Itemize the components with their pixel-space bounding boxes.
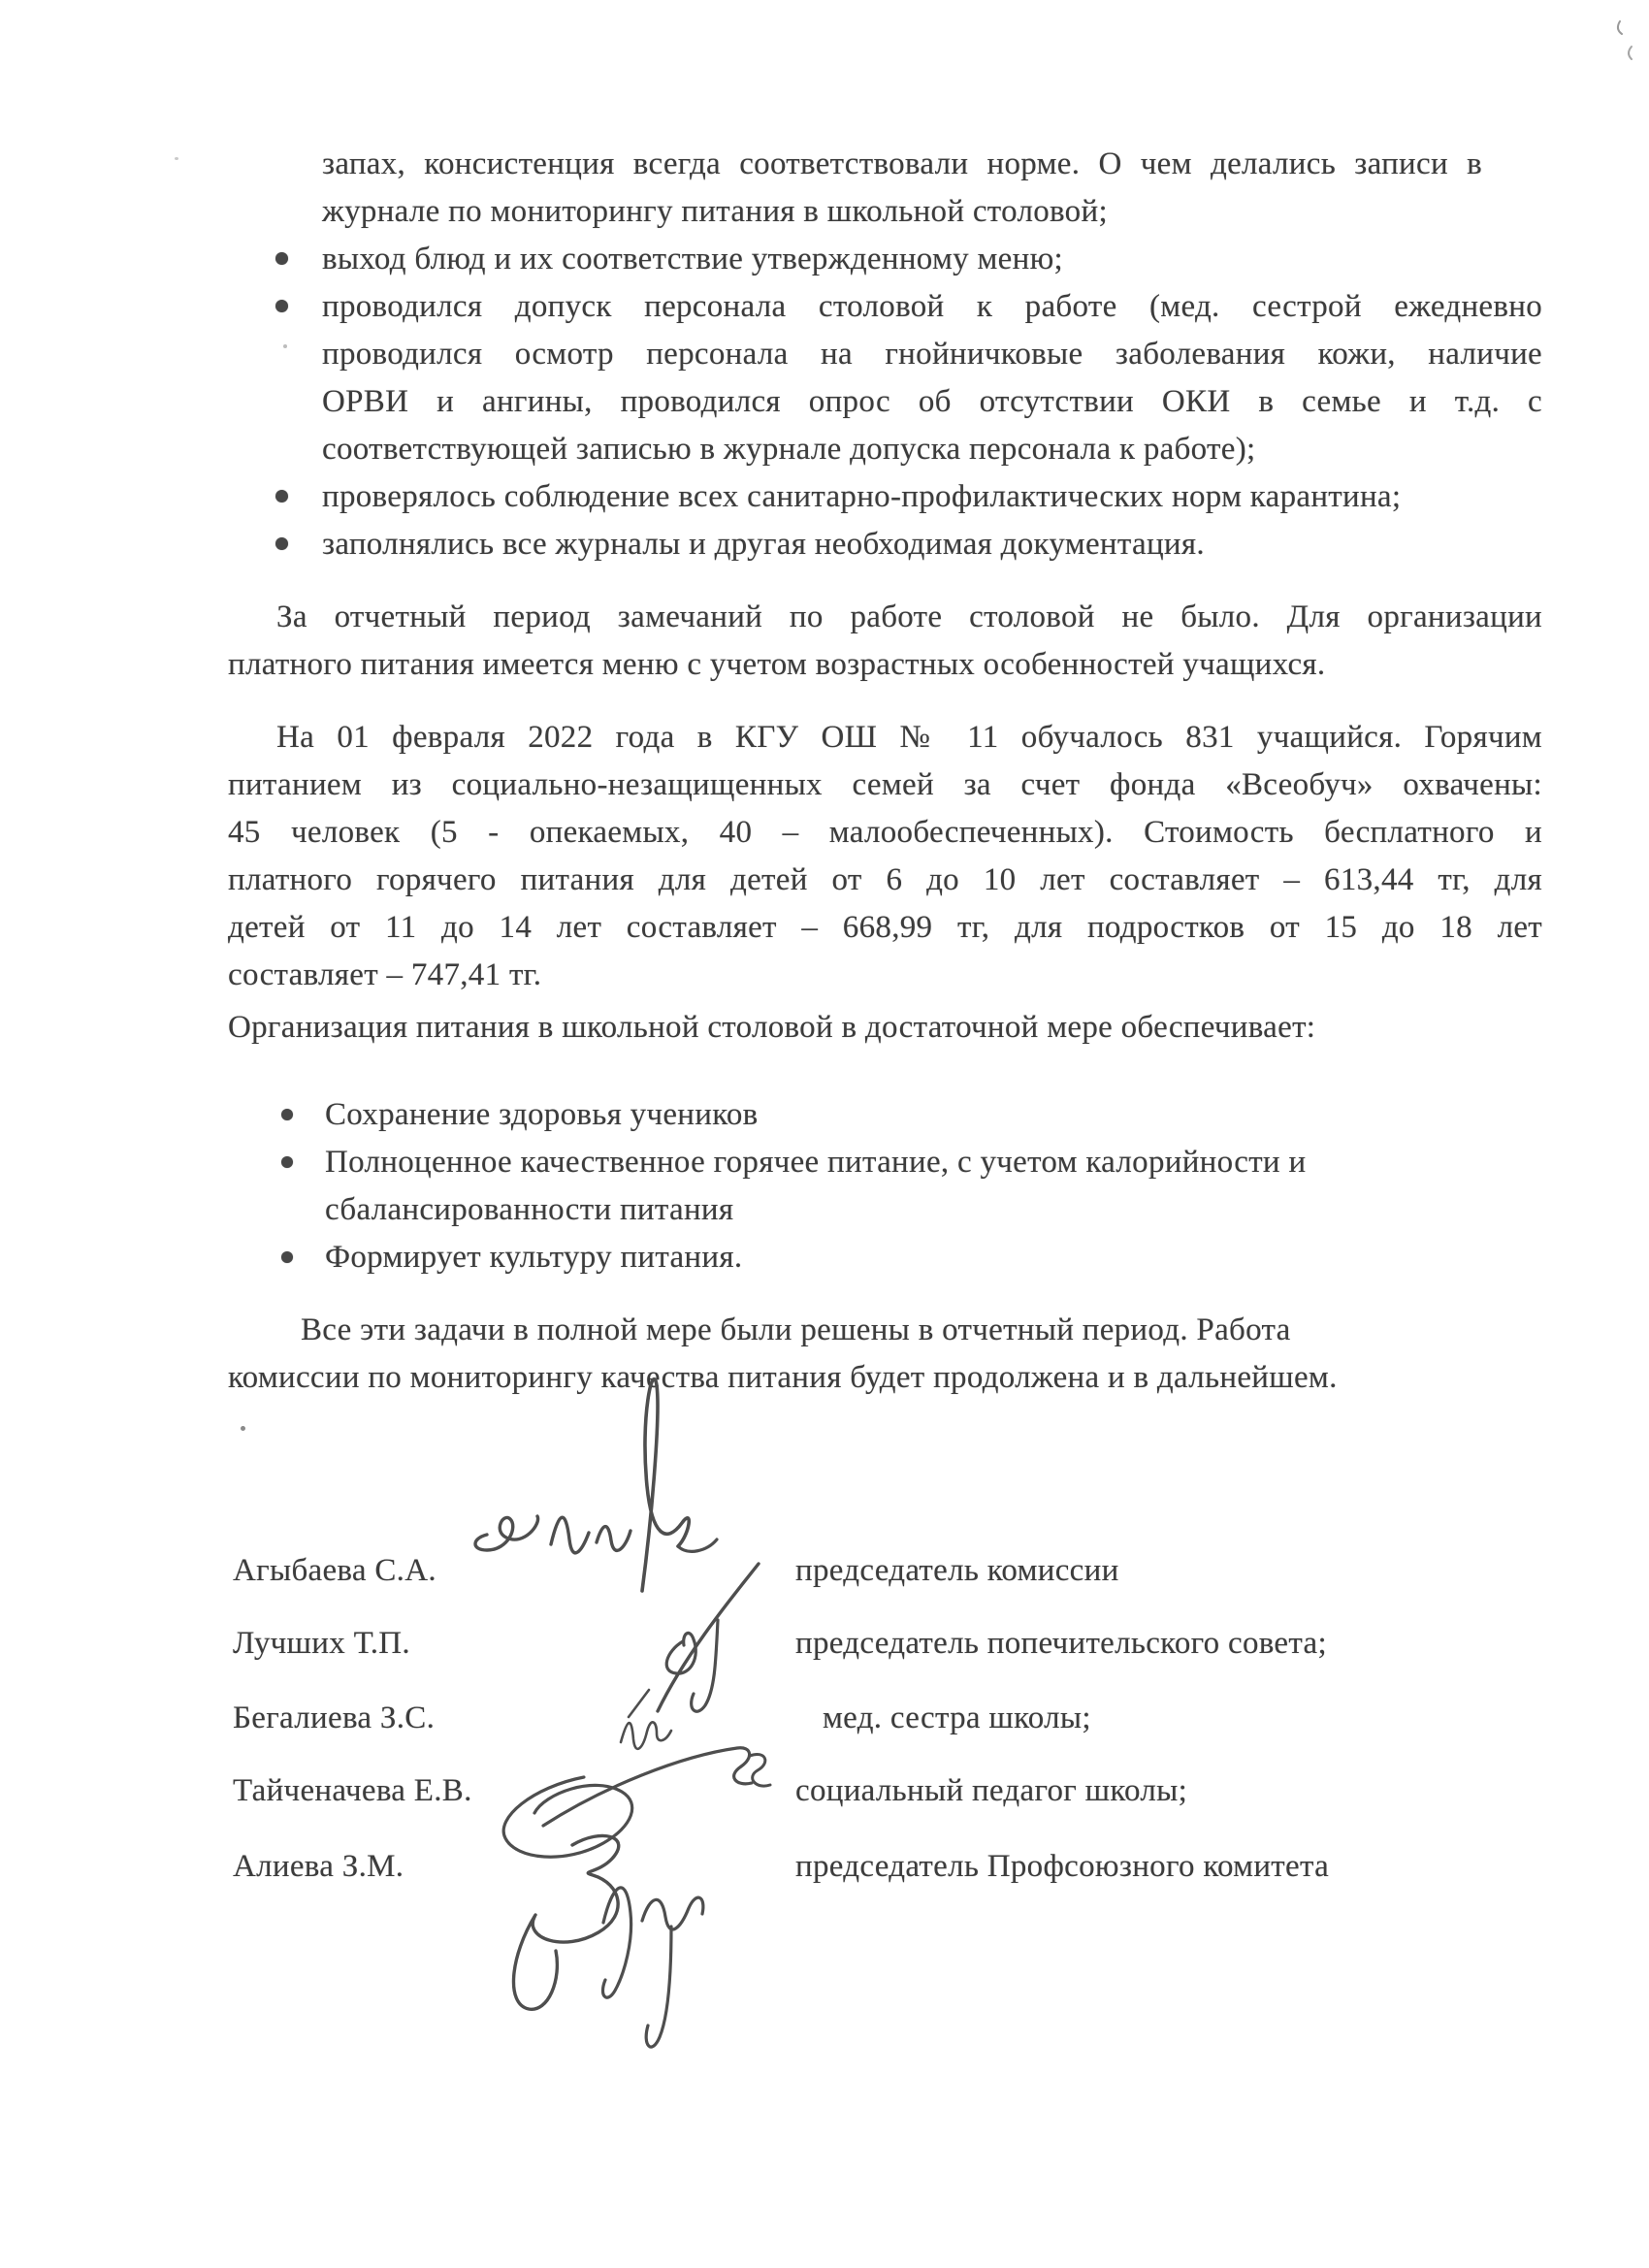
bullet-item: [325, 1234, 1542, 1281]
signature-row: [233, 1547, 1426, 1595]
paragraph-conclusion: [228, 1307, 1542, 1402]
signatory-name: Агыбаева С.А.: [233, 1553, 436, 1588]
text-line: Организация питания в школьной столовой в достаточной мере обеспечивает:: [228, 1010, 1316, 1045]
text-line: ОРВИ и ангины, проводился опрос об отсутствии ОКИ в семье и т.д. с: [322, 384, 1542, 419]
text-line: платного питания имеется меню с учетом возрастных особенностей учащихся.: [228, 647, 1326, 682]
bullet-item: [322, 521, 1542, 568]
text-line: детей от 11 до 14 лет составляет – 668,99 тг, для подростков от 15 до 18 лет: [228, 910, 1542, 945]
scan-speck: [175, 157, 178, 160]
signature-squiggle-alieva: [513, 1835, 702, 2047]
signatory-name: Алиева З.М.: [233, 1849, 404, 1884]
bullet-item: [322, 236, 1542, 283]
text-line: проводился осмотр персонала на гнойничковые заболевания кожи, наличие: [322, 337, 1542, 372]
signatory-role: председатель попечительского совета;: [795, 1626, 1327, 1661]
text-line: На 01 февраля 2022 года в КГУ ОШ № 11 обучалось 831 учащийся. Горячим: [276, 720, 1542, 755]
signature-row: [233, 1767, 1426, 1815]
bullet-item: [322, 473, 1542, 521]
scan-noise-marks: [1608, 16, 1649, 70]
signature-squiggle-agybaeva: [475, 1379, 717, 1591]
text-line: выход блюд и их соответствие утвержденному меню;: [322, 242, 1063, 276]
text-line: Полноценное качественное горячее питание, с учетом калорийности и: [325, 1145, 1307, 1180]
bullet-item: [325, 1091, 1542, 1139]
signature-row: [233, 1620, 1426, 1668]
text-line: журнале по мониторингу питания в школьной столовой;: [322, 194, 1108, 229]
text-line: проверялось соблюдение всех санитарно-профилактических норм карантина;: [322, 479, 1402, 514]
signature-row: [233, 1843, 1426, 1891]
text-line: 45 человек (5 - опекаемых, 40 – малообеспеченных). Стоимость бесплатного и: [228, 815, 1542, 850]
bullet-item: [325, 1139, 1542, 1234]
signatory-role: мед. сестра школы;: [823, 1701, 1091, 1735]
signatory-role: председатель комиссии: [795, 1553, 1119, 1588]
bullet-item: [322, 283, 1542, 473]
text-line: сбалансированности питания: [325, 1192, 734, 1227]
scan-speck: [283, 344, 287, 348]
signature-squiggle-luchshikh: [658, 1564, 759, 1711]
paragraph-intro-continuation: [322, 141, 1482, 236]
text-line: проводился допуск персонала столовой к работе (мед. сестрой ежедневно: [322, 289, 1542, 324]
text-line: комиссии по мониторингу качества питания будет продолжена и в дальнейшем.: [228, 1360, 1338, 1395]
text-line: Все эти задачи в полной мере были решены в отчетный период. Работа: [301, 1312, 1291, 1347]
bullet-list-monitoring: [322, 236, 1542, 568]
signatory-name: Тайченачева Е.В.: [233, 1773, 472, 1808]
signatory-role: председатель Профсоюзного комитета: [795, 1849, 1330, 1884]
scan-speck: [241, 1426, 245, 1431]
text-line: запах, консистенция всегда соответствовали норме. О чем делались записи в: [322, 146, 1482, 181]
signature-squiggle-taychenacheva: [503, 1748, 770, 1857]
paragraph-reporting-period: [228, 594, 1542, 689]
paragraph-organization-provides: [228, 1004, 1542, 1052]
text-line: составляет – 747,41 тг.: [228, 957, 542, 992]
signature-row: [233, 1695, 1426, 1742]
text-line: платного горячего питания для детей от 6 до 10 лет составляет – 613,44 тг, для: [228, 862, 1542, 897]
bullet-list-benefits: [325, 1091, 1542, 1281]
signatory-name: Бегалиева З.С.: [233, 1701, 436, 1735]
text-line: Сохранение здоровья учеников: [325, 1097, 759, 1132]
signatory-role: социальный педагог школы;: [795, 1773, 1188, 1808]
text-line: За отчетный период замечаний по работе столовой не было. Для организации: [276, 599, 1542, 634]
signatory-name: Лучших Т.П.: [233, 1626, 410, 1661]
handwritten-signatures: [427, 1300, 795, 2066]
text-line: Формирует культуру питания.: [325, 1240, 743, 1275]
text-line: соответствующей записью в журнале допуска персонала к работе);: [322, 432, 1256, 467]
text-line: заполнялись все журналы и другая необходимая документация.: [322, 527, 1205, 562]
paragraph-meal-costs: [228, 714, 1542, 999]
text-line: питанием из социально-незащищенных семей за счет фонда «Всеобуч» охвачены:: [228, 767, 1542, 802]
